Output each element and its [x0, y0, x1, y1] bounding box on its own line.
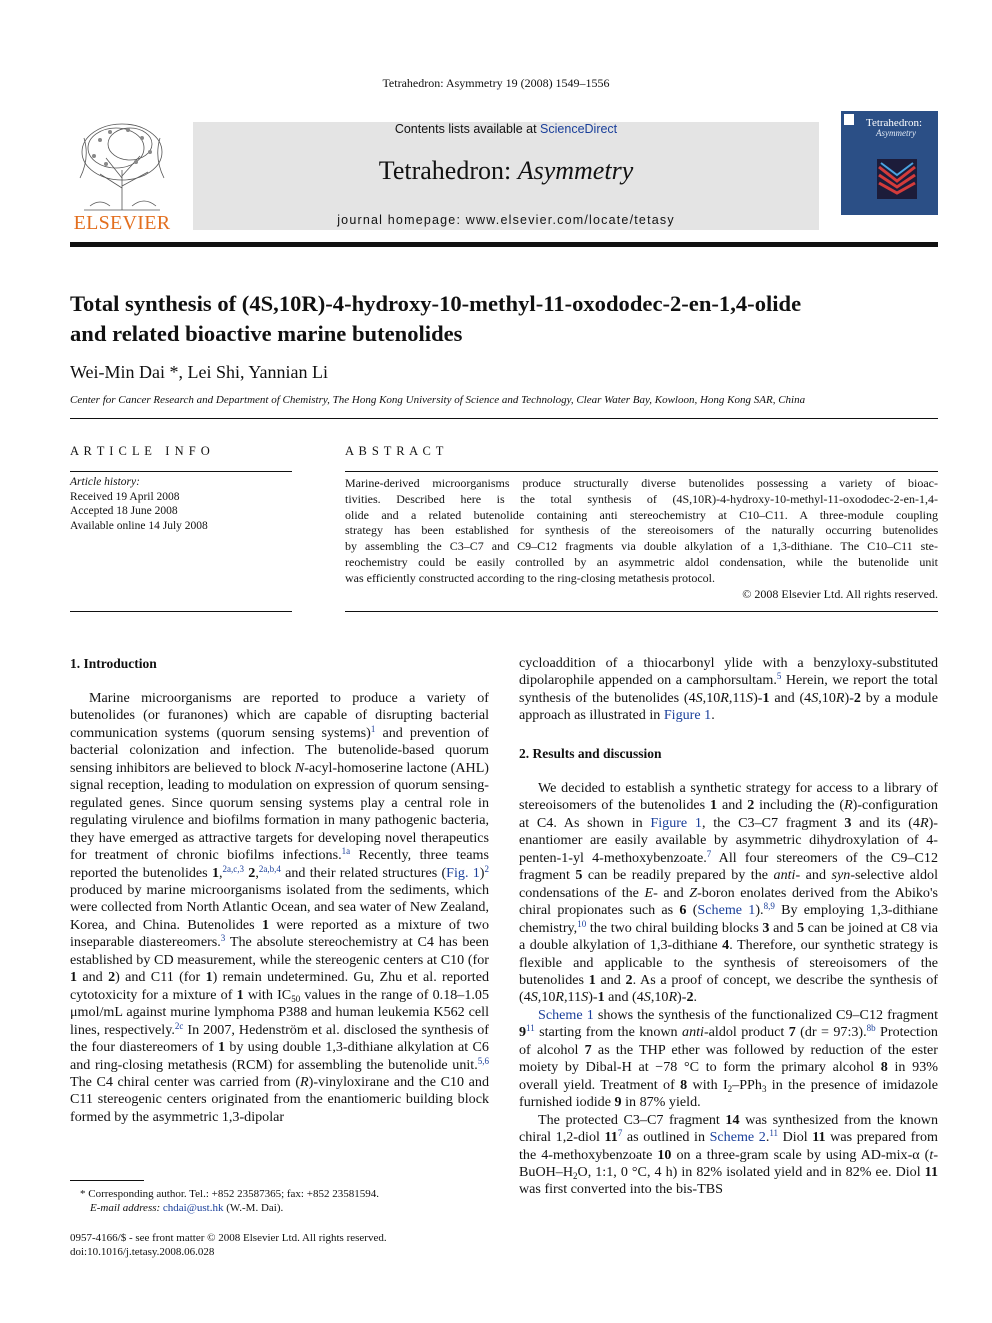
- journal-name: Tetrahedron: Asymmetry: [378, 156, 634, 185]
- doi-line[interactable]: doi:10.1016/j.tetasy.2008.06.028: [70, 1246, 215, 1258]
- issn-line: 0957-4166/$ - see front matter © 2008 Elsevier Ltd. All rights reserved.: [70, 1232, 387, 1244]
- history-label: Article history:: [70, 476, 140, 488]
- introduction-body: [70, 690, 489, 1126]
- elsevier-wordmark: ELSEVIER: [73, 212, 171, 234]
- copyright-line: © 2008 Elsevier Ltd. All rights reserved.: [742, 587, 938, 601]
- masthead-rule: [70, 242, 938, 247]
- cover-art-icon: [877, 159, 917, 199]
- running-head: Tetrahedron: Asymmetry 19 (2008) 1549–1556: [382, 76, 610, 90]
- footnote: [80, 1187, 379, 1215]
- abstract-line: was efficiently constructed according to the ring-closing metathesis protocol.: [345, 570, 716, 585]
- sciencedirect-link[interactable]: ScienceDirect: [540, 122, 618, 136]
- article-info-rule: [70, 471, 292, 472]
- abstract-body: [345, 476, 938, 587]
- cover-subtitle: Asymmetry: [876, 128, 916, 138]
- email-label: E-mail address:: [90, 1202, 163, 1214]
- abstract-line: by assembling the C3–C7 and C9–C12 fragments via double alkylation of a 1,3-dithiane. The C10–C11 ste-: [345, 539, 938, 554]
- author-list: Wei-Min Dai *, Lei Shi, Yannian Li: [70, 362, 329, 382]
- article-history: [70, 475, 208, 533]
- intro-continuation: cycloaddition of a thiocarbonyl ylide with a benzyloxy-substituted dipolarophile appended on a camphorsultam.$^5$ Herein, we report the total synthesis of the butenolides (4S,10R,11S)-1 and (4S,10R)-2 by a module approach as illustrated in Figure 1.: [519, 655, 939, 724]
- article-title-line-2: and related bioactive marine butenolides: [70, 321, 463, 346]
- online-date: Available online 14 July 2008: [70, 519, 208, 532]
- journal-homepage[interactable]: journal homepage: www.elsevier.com/locate/tetasy: [337, 213, 675, 227]
- affiliation: Center for Cancer Research and Department of Chemistry, The Hong Kong University of Science and Technology, Clear Water Bay, Kowloon, Hong Kong SAR, China: [70, 394, 806, 406]
- cover-title: Tetrahedron:: [866, 117, 923, 129]
- right-column-top: [519, 655, 938, 725]
- email-suffix: (W.-M. Dai).: [223, 1202, 284, 1214]
- results-paragraph-2: Scheme 1 shows the synthesis of the functionalized C9–C12 fragment $9^{11}$ starting from the known anti-aldol product 7 (dr = 97:3).$^{8b}$ Protection of alcohol 7 as the THP ether was followed by reduction of the ester moiety by Dibal-H at −78 °C to form the primary alcohol 8 in 93% overall yield. Treatment of 8 with $I_2-PPh_3$ in the presence of imidazole furnished iodide 9 in 87% yield.: [519, 1006, 939, 1111]
- abstract-heading: A B S T R A C T: [345, 444, 445, 458]
- abstract-line: Marine-derived microorganisms produce structurally diverse butenolides possessing a variety of bioac-: [345, 476, 938, 490]
- abstract-bottom-rule: [345, 611, 938, 612]
- results-paragraph-3: The protected C3–C7 fragment 14 was synthesized from the known chiral 1,2-diol $11^7$ as outlined in Scheme 2.11 Diol 11 was prepared from the 4-methoxybenzoate 10 on a three-gram scale by using AD-mix-α ($t-BuOH-H_2O$, 1:1, 0 °C, 4 h) in 82% isolated yield and in 82% ee. Diol 11 was first converted into the bis-TBS: [519, 1111, 939, 1198]
- elsevier-logo[interactable]: [70, 118, 174, 236]
- abstract-rule: [345, 471, 938, 472]
- cover-badge-icon: [844, 114, 854, 125]
- introduction-heading: 1. Introduction: [70, 656, 157, 671]
- abstract-line: olide and a related butenolide containing anti stereochemistry at C10–C11. A three-module coupling: [345, 507, 938, 522]
- corresponding-author-note: * Corresponding author. Tel.: +852 23587365; fax: +852 23581594.: [80, 1188, 379, 1200]
- journal-cover[interactable]: [841, 111, 938, 232]
- footnote-rule: [70, 1180, 144, 1181]
- email-link[interactable]: chdai@ust.hk: [162, 1202, 224, 1214]
- abstract-line: tivities. Described here is the total synthesis of (4S,10R)-4-hydroxy-10-methyl-11-oxododec-2-en-1,4-: [345, 491, 938, 506]
- journal-masthead: [193, 122, 819, 230]
- results-paragraph-1: We decided to establish a synthetic strategy for access to a library of stereoisomers of the butenolides 1 and 2 including the (R)-configuration at C4. As shown in Figure 1, the C3–C7 fragment 3 and its (4R)-enantiomer are easily available by asymmetric dihydroxylation of 4-penten-1-yl 4-methoxybenzoate.$^7$ All four stereomers of the C9–C12 fragment 5 can be readily prepared by the anti- and syn-selective aldol condensations of the E- and Z-boron enolates derived from the Abiko's chiral propionates such as 6 (Scheme 1).$^{8,9}$ By employing 1,3-dithiane chemistry,$^{10}$ the two chiral building blocks 3 and 5 can be joined at C8 via a double alkylation of 1,3-dithiane 4. Therefore, our synthetic strategy is flexible and applicable to the synthesis of stereoisomers of the butenolides 1 and 2. As a proof of concept, we describe the synthesis of (4S,10R,11S)-1 and (4S,10R)-2.: [519, 780, 939, 1006]
- contents-prefix: Contents lists available at: [394, 122, 541, 136]
- abstract-line: strategy has been established for synthesis of the stereoisomers of the naturally occurring butenolides: [345, 523, 938, 538]
- affiliation-rule: [70, 418, 938, 419]
- intro-paragraph: Marine microorganisms are reported to produce a variety of butenolides (or furanones) which are capable of disrupting bacterial communication systems (quorum sensing systems)$^1$ and prevention of bacterial colonization and infection. The butenolide-based quorum sensing inhibitors are believed to block N-acyl-homoserine lactone (AHL) signal reception, leading to modulation on expression of quorum sensing-regulated genes. Since quorum sensing systems play a central role in regulating virulence and biofilms formation in many pathogenic bacteria, they have emerged as attractive targets for developing novel therapeutics for treatment of chronic biofilms infections.$^{1a}$ Recently, three teams reported the butenolides 1,$^{2a,c,3}$ 2,$^{2a,b,4}$ and their related structures (Fig. 1)$^2$ produced by marine microorganisms isolated from the sediments, which were collected from North Atlantic Ocean, and sea water of New Zealand, Korea, and China. Butenolides 1 were reported as a mixture of two inseparable diastereomers.$^3$ The absolute stereochemistry at C4 has been established by CD measurement, while the stereogenic centers at C10 (for 1 and 2) and C11 (for 1) remain undetermined. Gu, Zhu et al. reported cytotoxicity for a mixture of 1 with $IC_{50}$ values in the range of 0.18–1.05 μmol/mL against murine lymphoma P388 and human leukemia K562 cell lines, respectively.$^{2c}$ In 2007, Hedenström et al. disclosed the synthesis of the four diastereomers of 1 by using double 1,3-dithiane alkylation at C6 and ring-closing metathesis (RCM) for assembling the butenolide unit.$^{5,6}$ The C4 chiral center was carried from (R)-vinyloxirane and the C10 and C11 stereogenic centers originated from the enantiomeric building block formed by the asymmetric 1,3-dipolar: [70, 690, 490, 1125]
- received-date: Received 19 April 2008: [70, 490, 180, 503]
- results-body: [519, 780, 938, 1199]
- article-title-line-1: Total synthesis of (4S,10R)-4-hydroxy-10-methyl-11-oxododec-2-en-1,4-olide: [70, 291, 802, 316]
- results-heading: 2. Results and discussion: [519, 746, 662, 761]
- email-note: [80, 1201, 379, 1215]
- page-footer: [70, 1231, 387, 1259]
- cover-footer-strip: [841, 215, 938, 232]
- accepted-date: Accepted 18 June 2008: [70, 505, 178, 517]
- contents-line: [193, 122, 819, 136]
- article-info-heading: A R T I C L E I N F O: [70, 444, 211, 458]
- elsevier-tree-icon: [70, 118, 174, 214]
- article-info-bottom-rule: [70, 611, 292, 612]
- abstract-line: reochemistry could be easily controlled by an asymmetric aldol condensation, while the butenolide unit: [345, 554, 938, 569]
